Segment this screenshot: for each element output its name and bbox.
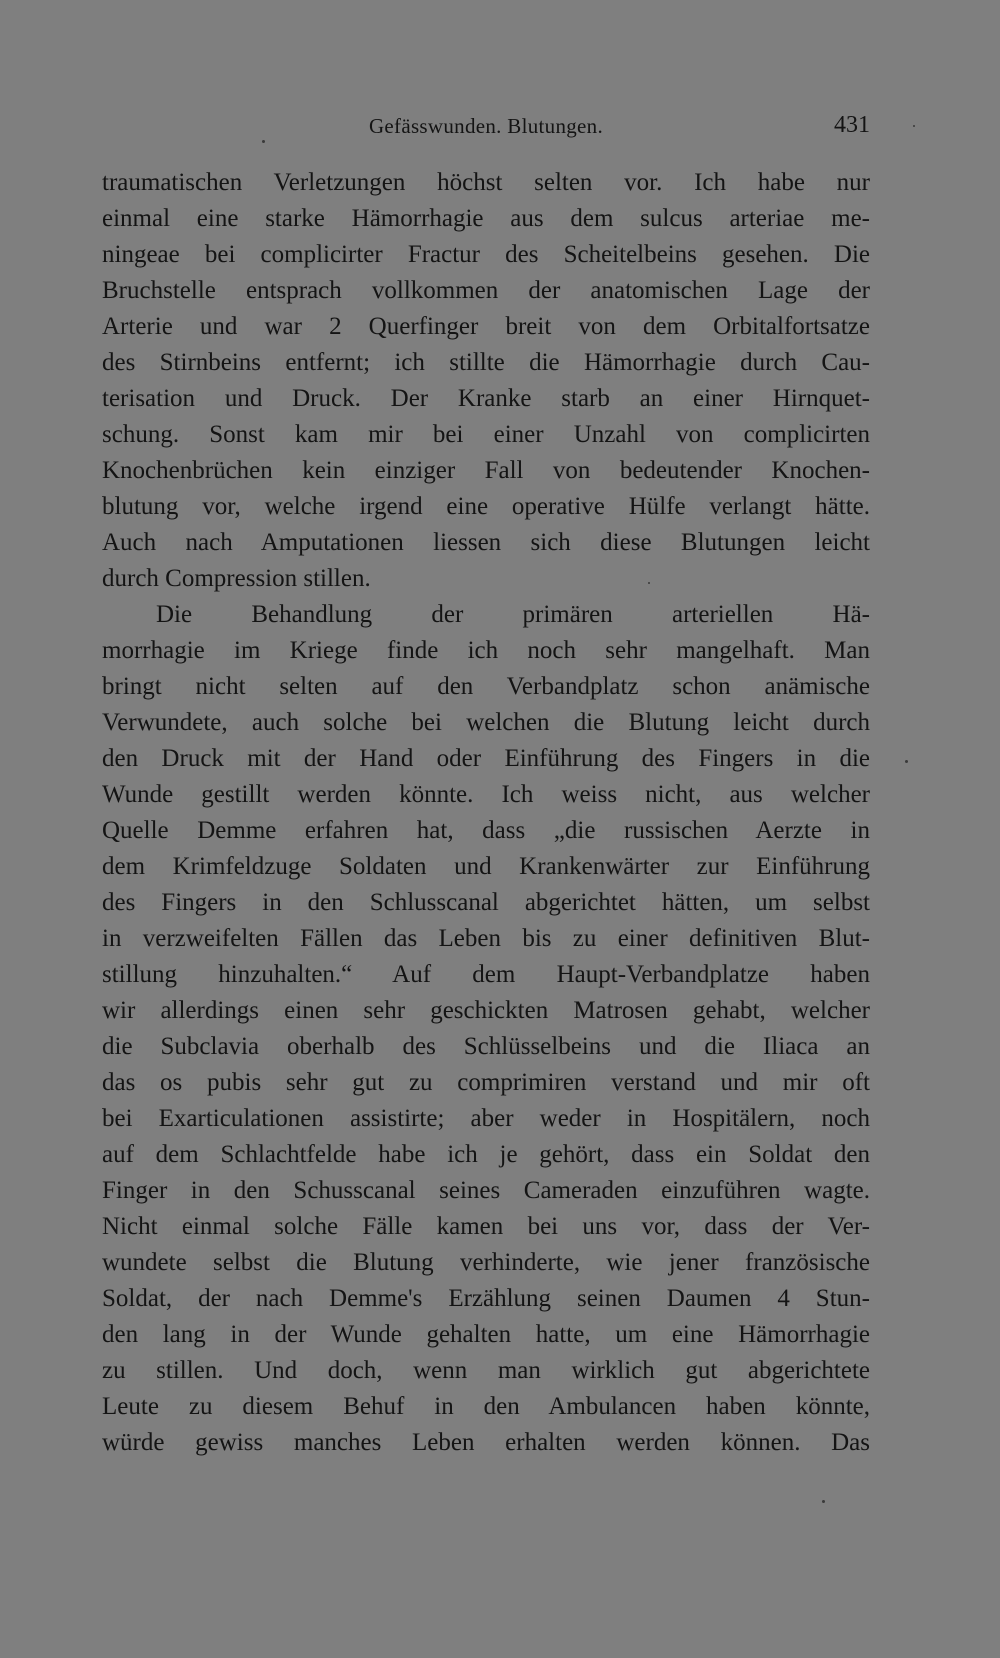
text-line: Bruchstelle entsprach vollkommen der anatomischen Lage der: [102, 277, 870, 304]
text-line: in verzweifelten Fällen das Leben bis zu einer definitiven Blut-: [102, 925, 870, 952]
text-line: Soldat, der nach Demme's Erzählung seinen Daumen 4 Stun-: [102, 1285, 870, 1312]
text-line: einmal eine starke Hämorrhagie aus dem sulcus arteriae me-: [102, 205, 870, 232]
text-line: zu stillen. Und doch, wenn man wirklich gut abgerichtete: [102, 1357, 870, 1384]
scan-speck: [913, 125, 915, 127]
text-line: stillung hinzuhalten.“ Auf dem Haupt-Verbandplatze haben: [102, 961, 870, 988]
text-line: das os pubis sehr gut zu comprimiren verstand und mir oft: [102, 1069, 870, 1096]
text-line: terisation und Druck. Der Kranke starb an einer Hirnquet-: [102, 385, 870, 412]
text-line: Verwundete, auch solche bei welchen die Blutung leicht durch: [102, 709, 870, 736]
text-line: morrhagie im Kriege finde ich noch sehr mangelhaft. Man: [102, 637, 870, 664]
running-title: Gefässwunden. Blutungen.: [368, 114, 604, 138]
text-line: des Stirnbeins entfernt; ich stillte die Hämorrhagie durch Cau-: [102, 349, 870, 376]
text-line: Wunde gestillt werden könnte. Ich weiss nicht, aus welcher: [102, 781, 870, 808]
running-head: [102, 110, 870, 150]
text-line: Arterie und war 2 Querfinger breit von dem Orbitalfortsatze: [102, 313, 870, 340]
text-line: durch Compression stillen.: [102, 565, 371, 592]
text-line: schung. Sonst kam mir bei einer Unzahl von complicirten: [102, 421, 870, 448]
text-line: die Subclavia oberhalb des Schlüsselbeins und die Iliaca an: [102, 1033, 870, 1060]
text-line: Auch nach Amputationen liessen sich diese Blutungen leicht: [102, 529, 870, 556]
page-number: 431: [834, 112, 870, 138]
body-text: [102, 165, 870, 1461]
text-line: ningeae bei complicirter Fractur des Scheitelbeins gesehen. Die: [102, 241, 870, 268]
text-line: wundete selbst die Blutung verhinderte, wie jener französische: [102, 1249, 870, 1276]
text-line: würde gewiss manches Leben erhalten werden können. Das: [102, 1429, 870, 1456]
text-line: den lang in der Wunde gehalten hatte, um eine Hämorrhagie: [102, 1321, 870, 1348]
scan-speck: [648, 582, 650, 584]
scan-speck: [905, 760, 908, 763]
text-line: auf dem Schlachtfelde habe ich je gehört, dass ein Soldat den: [102, 1141, 870, 1168]
text-line: wir allerdings einen sehr geschickten Matrosen gehabt, welcher: [102, 997, 870, 1024]
text-line: Finger in den Schusscanal seines Cameraden einzuführen wagte.: [102, 1177, 870, 1204]
scan-speck: [822, 1500, 825, 1503]
paragraph-first-line: Die Behandlung der primären arteriellen Hä-: [156, 601, 870, 628]
scan-speck: [262, 140, 265, 143]
text-line: Leute zu diesem Behuf in den Ambulancen haben könnte,: [102, 1393, 870, 1420]
text-line: Quelle Demme erfahren hat, dass „die russischen Aerzte in: [102, 817, 870, 844]
text-line: bringt nicht selten auf den Verbandplatz schon anämische: [102, 673, 870, 700]
text-line: traumatischen Verletzungen höchst selten vor. Ich habe nur: [102, 169, 870, 196]
text-line: bei Exarticulationen assistirte; aber weder in Hospitälern, noch: [102, 1105, 870, 1132]
text-line: den Druck mit der Hand oder Einführung des Fingers in die: [102, 745, 870, 772]
text-line: blutung vor, welche irgend eine operative Hülfe verlangt hätte.: [102, 493, 870, 520]
text-line: Knochenbrüchen kein einziger Fall von bedeutender Knochen-: [102, 457, 870, 484]
text-line: des Fingers in den Schlusscanal abgerichtet hätten, um selbst: [102, 889, 870, 916]
text-line: dem Krimfeldzuge Soldaten und Krankenwärter zur Einführung: [102, 853, 870, 880]
text-line: Nicht einmal solche Fälle kamen bei uns vor, dass der Ver-: [102, 1213, 870, 1240]
